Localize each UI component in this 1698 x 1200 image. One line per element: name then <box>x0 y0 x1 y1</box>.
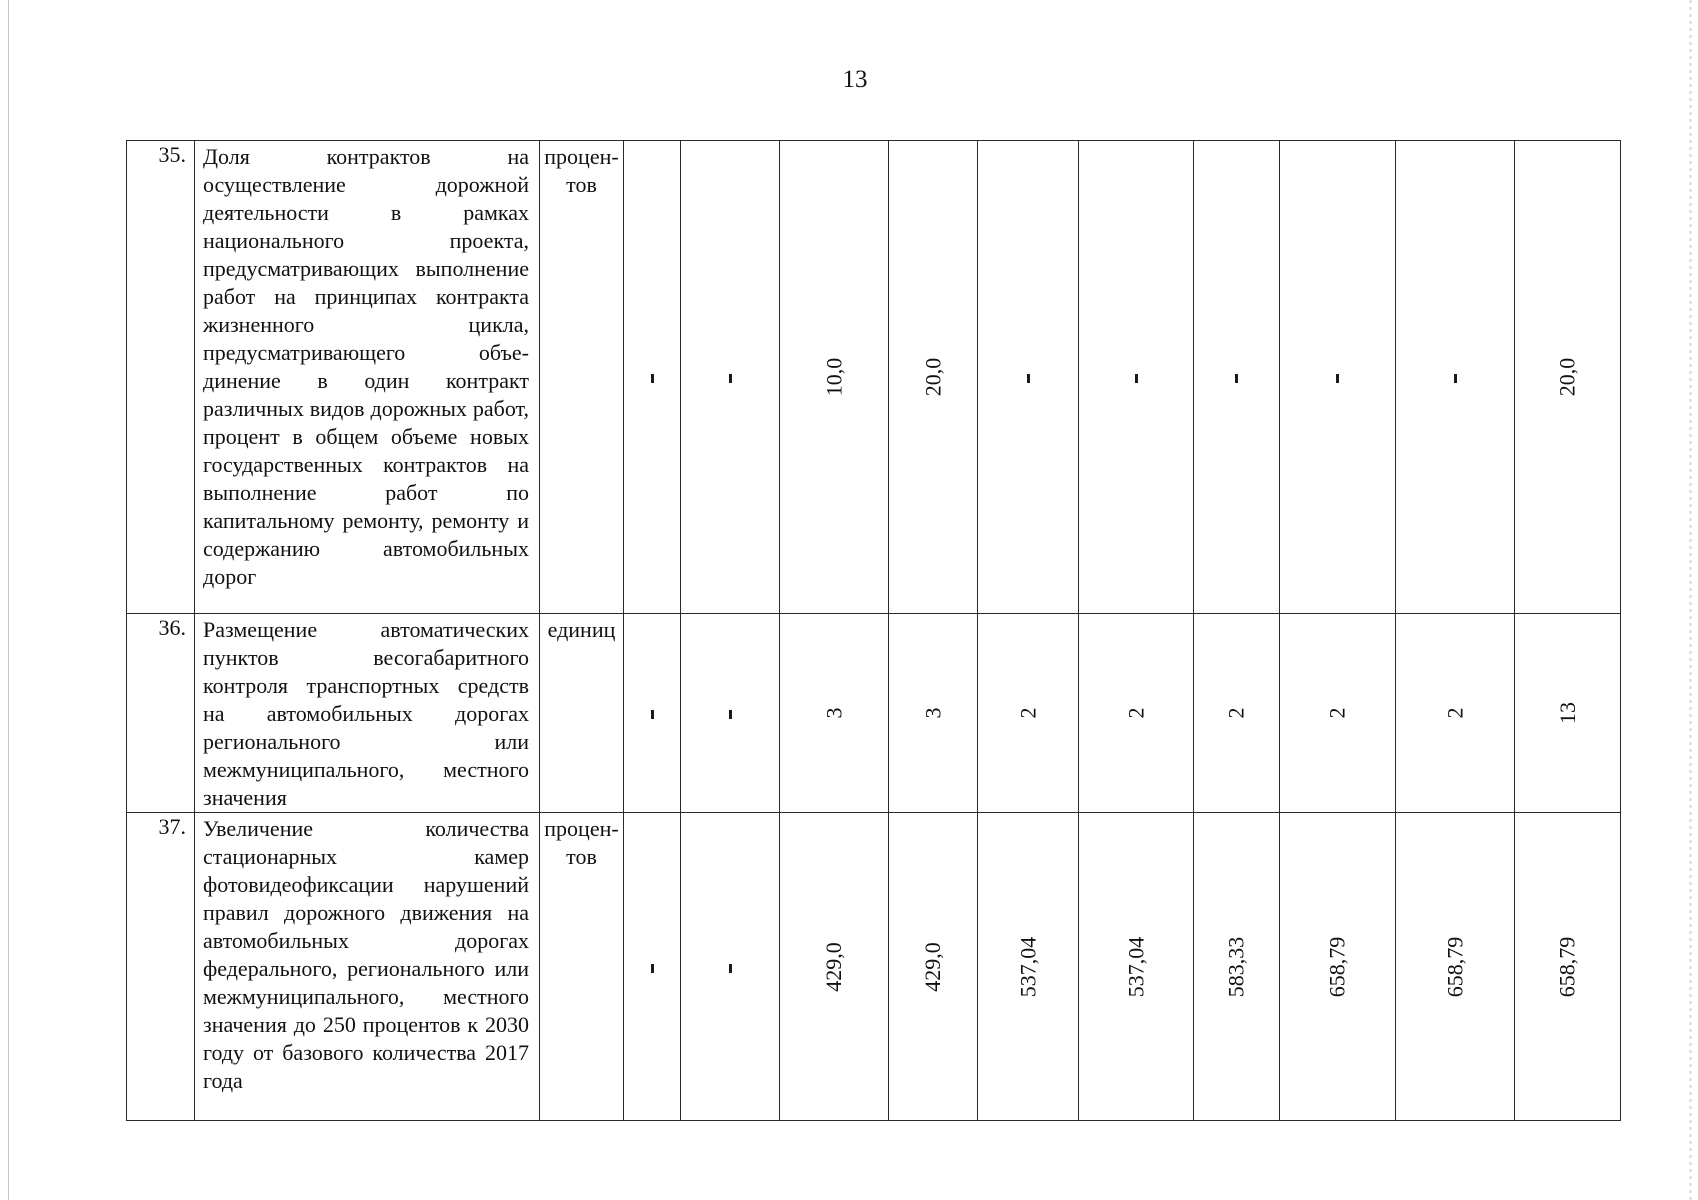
value-cell <box>624 813 681 1121</box>
value-text: 537,04 <box>1123 936 1148 997</box>
value-cell <box>780 614 889 813</box>
value-cell <box>681 614 780 813</box>
value-text: 3 <box>920 707 945 719</box>
value-cell <box>1194 614 1280 813</box>
value-cell <box>1515 813 1621 1121</box>
value-cell <box>978 141 1079 614</box>
value-cell <box>1280 813 1396 1121</box>
value-text: 10,0 <box>821 357 846 397</box>
value-cell <box>780 141 889 614</box>
dash-mark <box>1454 374 1457 383</box>
page-number: 13 <box>842 66 868 93</box>
value-cell <box>1396 614 1515 813</box>
dash-mark <box>651 374 654 383</box>
dash-mark <box>1027 374 1030 383</box>
value-text: 20,0 <box>1554 357 1580 397</box>
dash-mark <box>651 964 654 973</box>
value-text: 429,0 <box>821 941 846 992</box>
scan-edge-right <box>1689 0 1692 1200</box>
table-row <box>127 813 1621 1121</box>
value-text: 20,0 <box>920 357 945 397</box>
value-cell <box>1079 141 1194 614</box>
dash-mark <box>729 374 732 383</box>
dash-mark <box>1336 374 1339 383</box>
scan-edge-left <box>8 0 9 1200</box>
value-text: 2 <box>1223 707 1249 719</box>
dash-mark <box>651 710 654 719</box>
value-text: 13 <box>1554 702 1580 724</box>
value-cell <box>1194 141 1280 614</box>
value-text: 3 <box>821 707 846 719</box>
indicator-description: Доля контрактов на осуществление дорожной деятельности в рамках национального проекта, предусматривающих выполнение работ на принципах контракта жизненного цикла, предусматривающего объединение в один контракт различных видов дорожных работ, процент в общем объеме новых государственных контрактов на выполнение работ по капитальному ремонту, ремонту и содержанию автомобильных дорог <box>195 141 540 614</box>
value-cell <box>1194 813 1280 1121</box>
unit-of-measure: процентов <box>540 141 624 614</box>
value-cell <box>889 141 978 614</box>
value-text: 2 <box>1015 707 1040 719</box>
value-cell <box>1515 141 1621 614</box>
value-cell <box>978 614 1079 813</box>
value-cell <box>978 813 1079 1121</box>
value-cell <box>1396 141 1515 614</box>
value-cell <box>1515 614 1621 813</box>
value-text: 658,79 <box>1324 936 1350 997</box>
value-cell <box>681 141 780 614</box>
unit-of-measure: процентов <box>540 813 624 1121</box>
table-row <box>127 141 1621 614</box>
value-cell <box>889 813 978 1121</box>
value-text: 583,33 <box>1223 936 1249 997</box>
dash-mark <box>729 964 732 973</box>
value-cell <box>1280 141 1396 614</box>
dash-mark <box>1135 374 1138 383</box>
value-cell <box>624 141 681 614</box>
row-number: 37. <box>127 813 195 1121</box>
table-row <box>127 614 1621 813</box>
value-text: 658,79 <box>1442 936 1467 997</box>
value-text: 2 <box>1123 707 1148 719</box>
row-number: 35. <box>127 141 195 614</box>
row-number: 36. <box>127 614 195 813</box>
value-cell <box>1280 614 1396 813</box>
value-cell <box>1079 614 1194 813</box>
value-cell <box>1079 813 1194 1121</box>
unit-of-measure: единиц <box>540 614 624 813</box>
value-cell <box>1396 813 1515 1121</box>
value-text: 658,79 <box>1554 936 1580 997</box>
indicator-description: Увеличение количества стационарных камер фотовидеофиксации нарушений правил дорожного движения на автомобильных дорогах федерального, регионального или межмуниципального, местного значения до 250 процентов к 2030 году от базового количества 2017 года <box>195 813 540 1121</box>
value-cell <box>624 614 681 813</box>
dash-mark <box>1235 374 1238 383</box>
value-text: 2 <box>1324 707 1350 719</box>
value-cell <box>681 813 780 1121</box>
value-cell <box>780 813 889 1121</box>
value-text: 429,0 <box>920 941 945 992</box>
indicators-table <box>126 140 1621 1121</box>
indicator-description: Размещение автоматических пунктов весогабаритного контроля транспортных средств на автомобильных дорогах регионального или межмуниципального, местного значения <box>195 614 540 813</box>
dash-mark <box>729 710 732 719</box>
value-text: 537,04 <box>1015 936 1040 997</box>
value-text: 2 <box>1442 707 1467 719</box>
value-cell <box>889 614 978 813</box>
